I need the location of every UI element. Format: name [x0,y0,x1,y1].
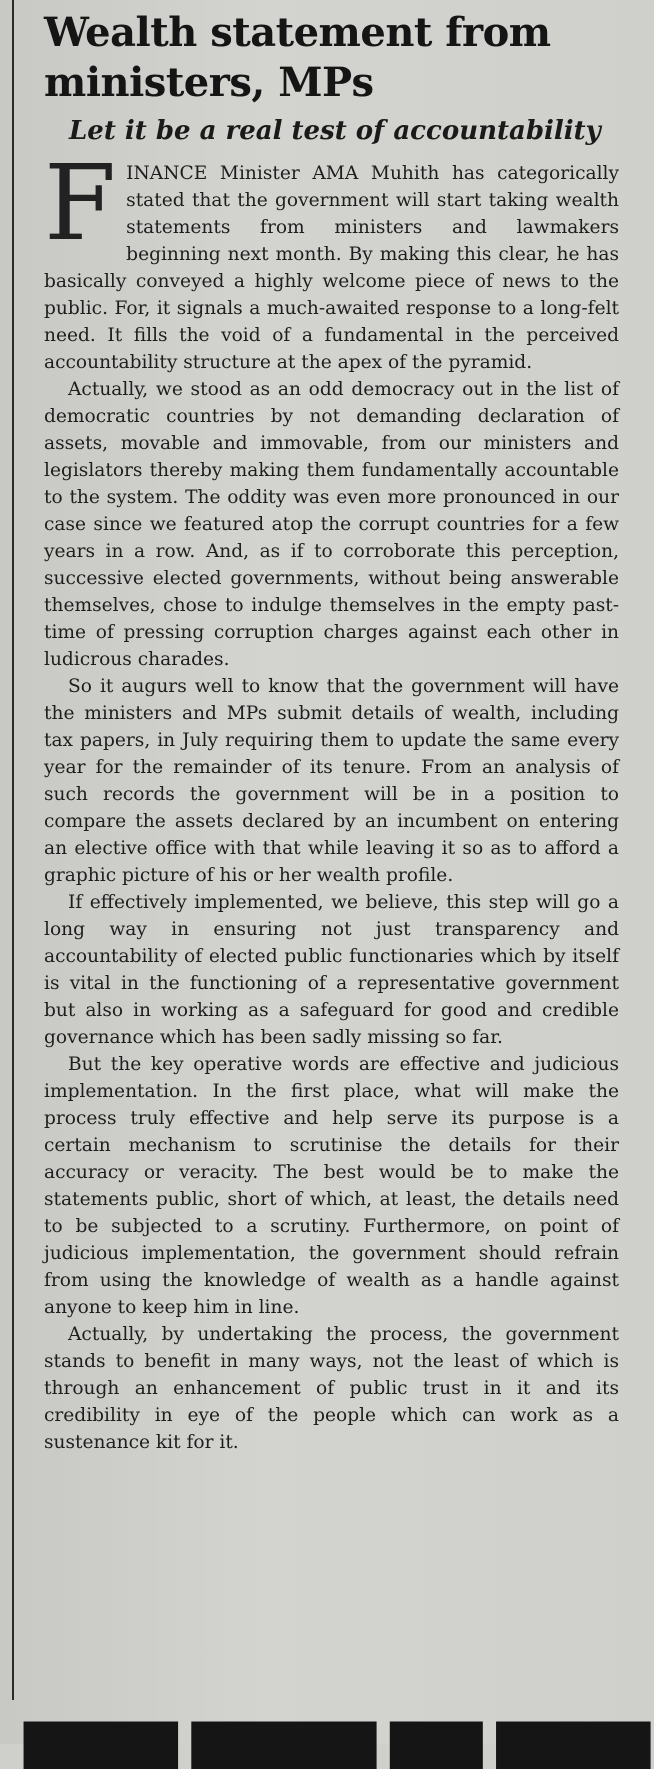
article-paragraph-2: Actually, we stood as an odd democracy out in the list of democratic countries by not demanding declaration of assets, movable and immovable, from our ministers and legislators thereby making them fundamentally accountable to the system. The oddity was even more pronounced in our case since we featured atop the corrupt countries for a few years in a row. And, as if to corroborate this perception, successive elected governments, without being answerable themselves, chose to indulge themselves in the empty past-time of pressing corruption charges against each other in ludicrous charades. [44,379,619,670]
article-paragraph-5: But the key operative words are effective and judicious implementation. In the first place, what will make the process truly effective and help serve its purpose is a certain mechanism to scrutinise the details for their accuracy or veracity. The best would be to make the statements public, short of which, at least, the details need to be subjected to a scrutiny. Furthermore, on point of judicious implementation, the government should refrain from using the knowledge of wealth as a handle against anyone to keep him in line. [44,1054,619,1318]
column-rule [12,0,14,1700]
article-headline: Wealth statement from ministers, MPs [44,9,551,106]
article-paragraph-4: If effectively implemented, we believe, this step will go a long way in ensuring not just transparency and accountability of elected public functionaries which by itself is vital in the functioning of a representative government but also in working as a safeguard for good and credible governance which has been sadly missing so far. [44,892,619,1048]
article-paragraph-6: Actually, by undertaking the process, the government stands to benefit in many ways, not the least of which is through an enhancement of public trust in it and its credibility in eye of the people which can work as a sustenance kit for it. [44,1324,619,1453]
next-article-headline-cropped [24,1722,651,1769]
drop-cap: F [44,142,117,264]
article-paragraph-1 [44,142,619,376]
article-paragraph-3: So it augurs well to know that the government will have the ministers and MPs submit details of wealth, including tax papers, in July requiring them to update the same every year for the remainder of its tenure. From an analysis of such records the government will be in a position to compare the assets declared by an incumbent on entering an elective office with that while leaving it so as to afford a graphic picture of his or her wealth profile. [44,676,619,886]
article-subheadline: Let it be a real test of accountability [69,116,601,146]
editorial-article [44,8,619,1456]
paragraph-text: INANCE Minister AMA Muhith has categorically stated that the government will start taking wealth statements from ministers and lawmakers beginning next month. By making this clear, he has basically conveyed a highly welcome piece of news to the public. For, it signals a much-awaited response to a long-felt need. It fills the void of a fundamental in the perceived accountability structure at the apex of the pyramid. [44,163,619,373]
article-body [44,142,619,1456]
cropped-headline-glyphs: █████ ██████ ███ █████ [24,1722,651,1769]
